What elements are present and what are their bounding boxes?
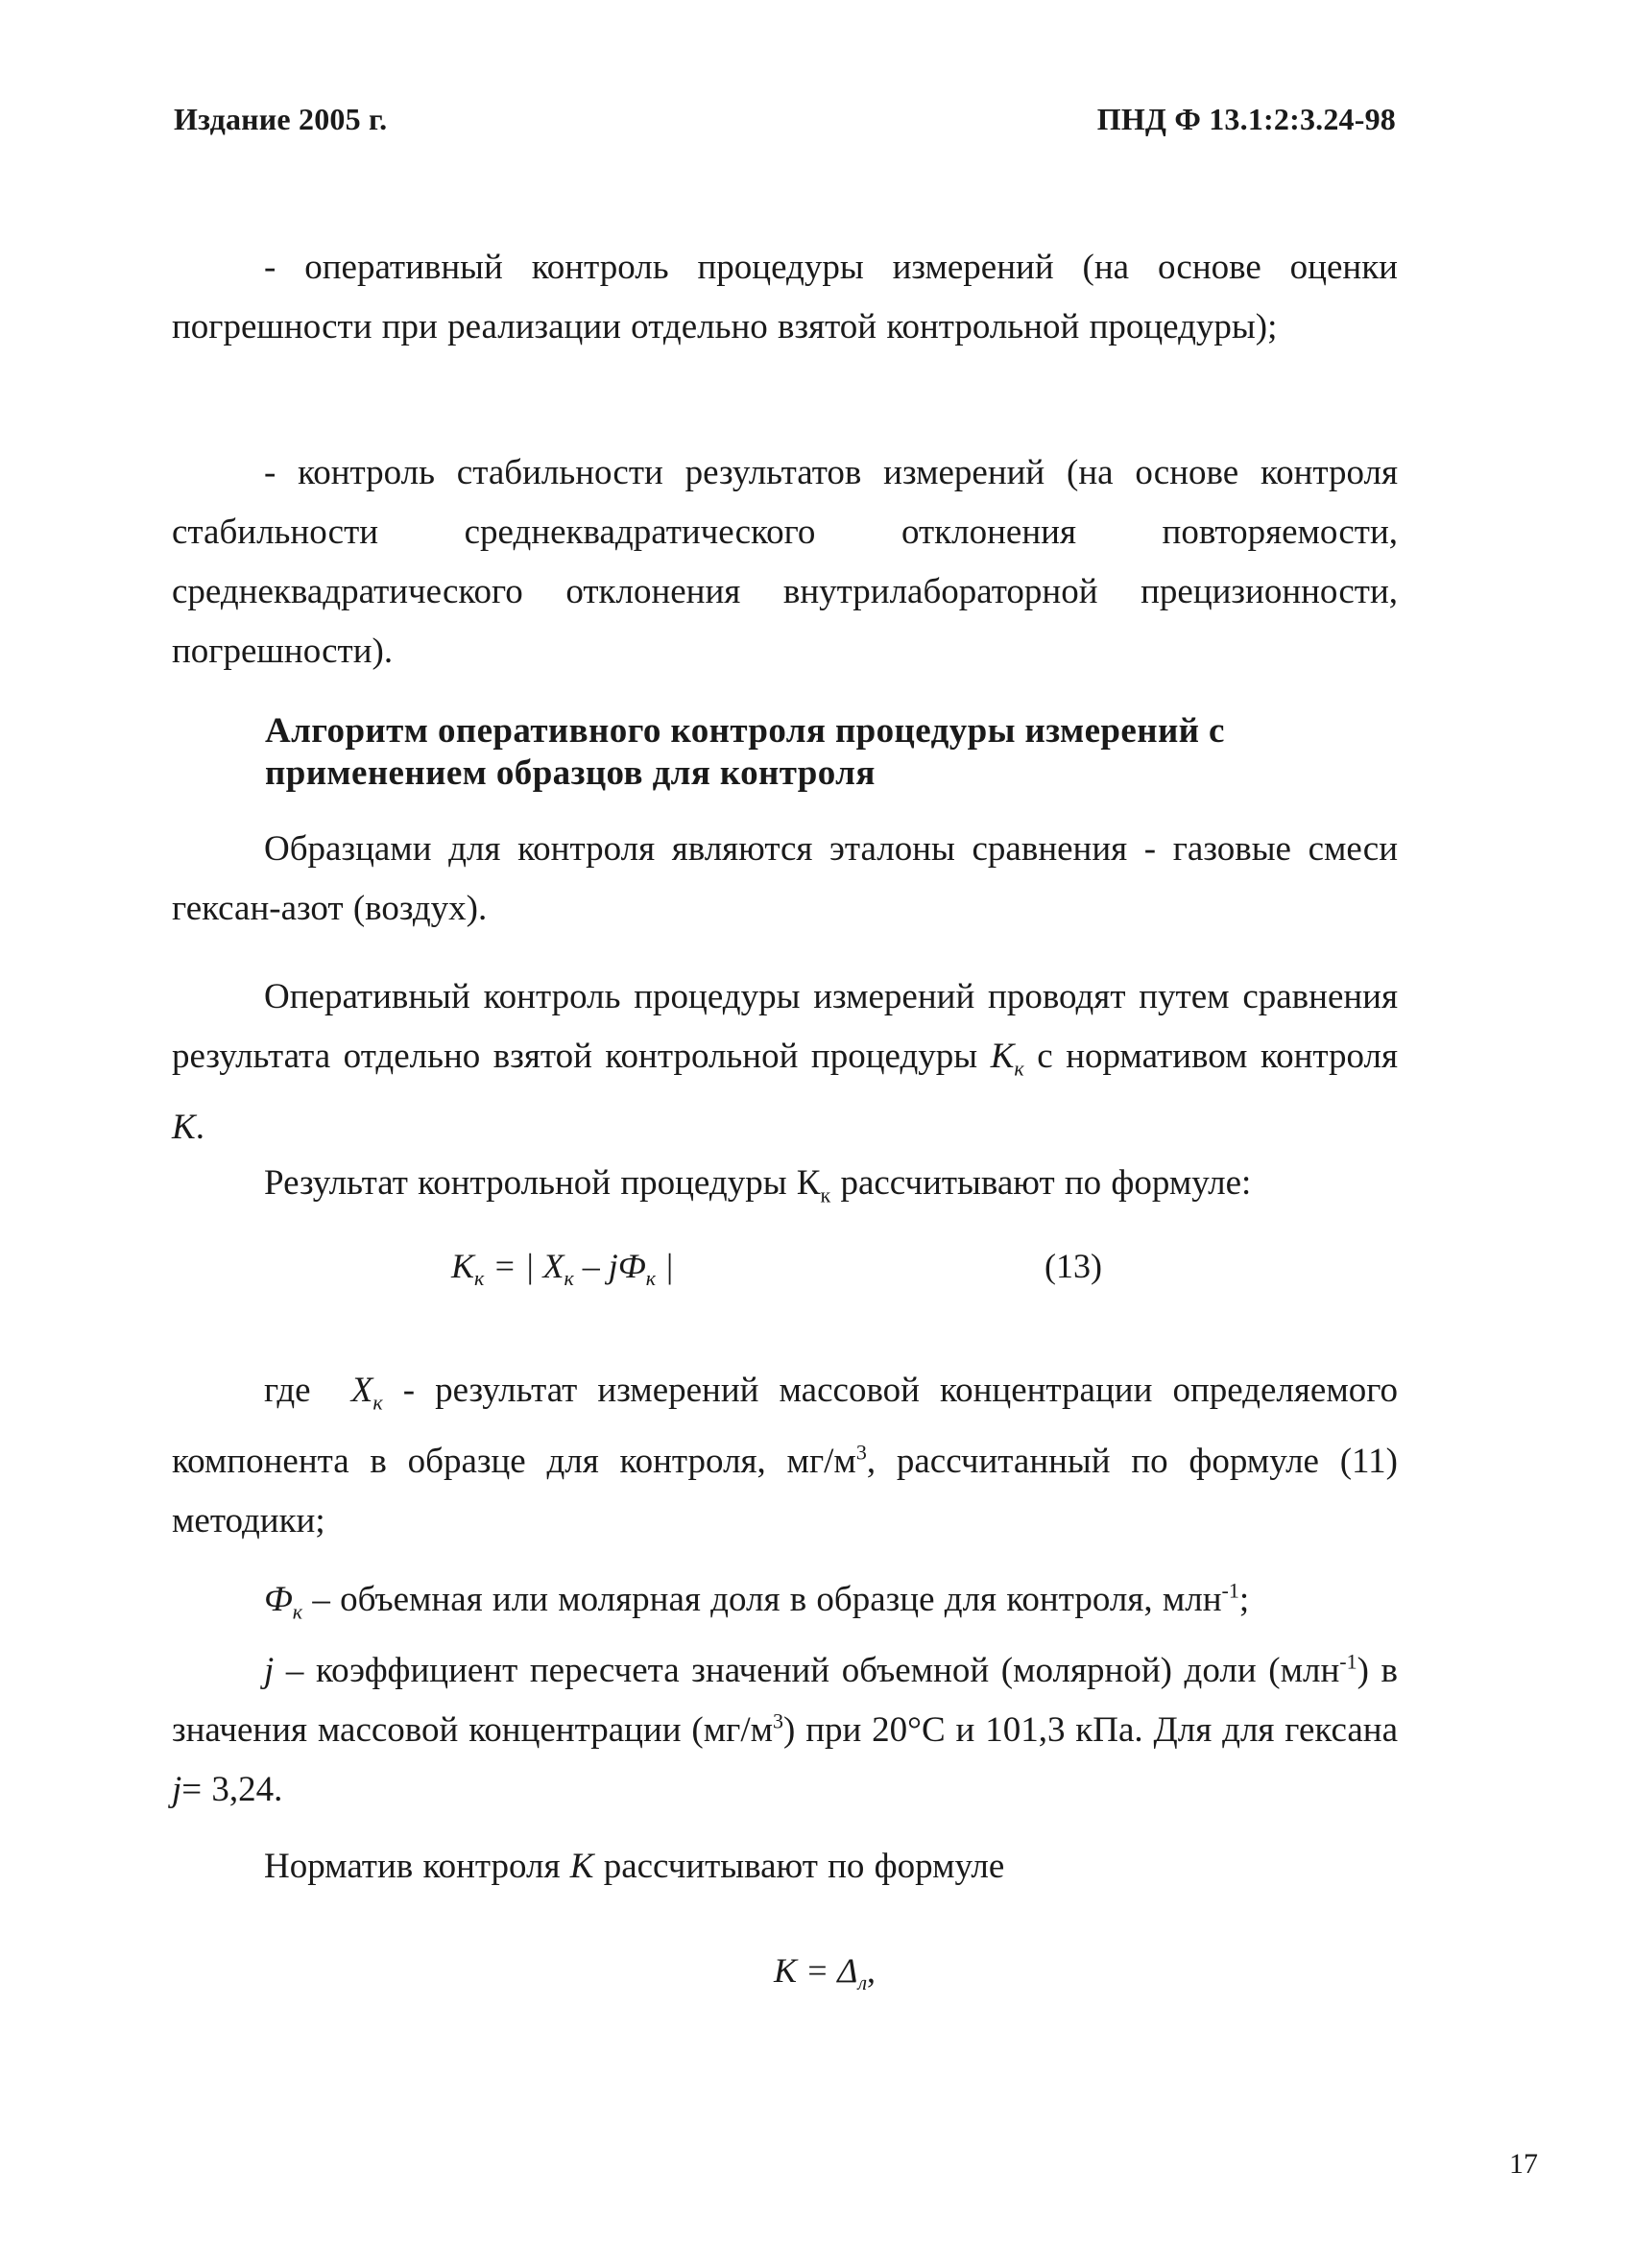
subscript: к xyxy=(1014,1056,1024,1081)
paragraph-text: – коэффициент пересчета значений объемной (молярной) доли (млн xyxy=(285,1651,1340,1690)
paragraph-text: , рассчитанный по формуле (11) методики; xyxy=(172,1442,1398,1541)
paragraph-text: Образцами для контроля являются эталоны сравнения - газовые смеси гексан-азот (воздух). xyxy=(172,829,1398,928)
paragraph-norm-intro xyxy=(172,1837,1398,1897)
equation-number: (13) xyxy=(1045,1247,1102,1285)
superscript: -1 xyxy=(1339,1649,1357,1674)
formula-symbol: K xyxy=(451,1247,475,1285)
formula-part: – jФ xyxy=(573,1247,646,1285)
formula-subscript: к xyxy=(645,1266,657,1291)
punctuation: , xyxy=(867,1951,877,1990)
paragraph-text: Оперативный контроль процедуры измерений проводят путем сравнения результата отдельно взятой контрольной процедуры xyxy=(172,977,1398,1076)
subscript: к xyxy=(292,1599,303,1624)
paragraph-text: – объемная или молярная доля в образце для контроля, млн xyxy=(312,1580,1222,1619)
paragraph-text: где xyxy=(264,1371,311,1410)
section-heading xyxy=(265,710,1398,795)
document-code: ПНД Ф 13.1:2:3.24-98 xyxy=(1096,102,1396,136)
punctuation: . xyxy=(195,1108,204,1148)
subscript: к xyxy=(372,1390,383,1415)
formula-part: = | X xyxy=(492,1247,564,1285)
paragraph-phi xyxy=(172,1570,1398,1641)
formula-part: K = Δ xyxy=(774,1951,858,1990)
paragraph-text: рассчитывают по формуле: xyxy=(840,1163,1252,1203)
paragraph-text: Норматив контроля xyxy=(264,1847,561,1886)
symbol-k: K xyxy=(172,1108,196,1148)
paragraph-text: - контроль стабильности результатов измерений (на основе контроля стабильности среднеквадратического отклонения повторяемости, среднеквадратического отклонения внутрилабораторной прецизионности, погрешности). xyxy=(172,453,1398,671)
paragraph-text: Результат контрольной процедуры К xyxy=(264,1163,821,1203)
superscript: 3 xyxy=(855,1441,867,1466)
formula-subscript: к xyxy=(474,1266,485,1291)
symbol-k: K xyxy=(990,1037,1015,1076)
paragraph-control-samples xyxy=(172,820,1398,939)
symbol-j: j xyxy=(264,1651,275,1690)
edition-label: Издание 2005 г. xyxy=(174,102,388,136)
paragraph-operational-control xyxy=(172,238,1398,357)
symbol-j: j xyxy=(172,1770,182,1809)
subscript: к xyxy=(820,1182,831,1207)
paragraph-text: ) в значения массовой концентрации (мг/м xyxy=(172,1651,1398,1750)
paragraph-stability-control xyxy=(172,443,1398,681)
formula-subscript: к xyxy=(564,1266,574,1291)
paragraph-text: с нормативом контроля xyxy=(1037,1037,1399,1076)
formula-norm xyxy=(774,1950,876,1995)
symbol-phi: Ф xyxy=(264,1580,293,1619)
symbol-x: X xyxy=(350,1371,373,1410)
heading-line: Алгоритм оперативного контроля процедуры измерений с xyxy=(265,711,1225,751)
paragraph-j-coefficient xyxy=(172,1641,1398,1820)
paragraph-text: ) при 20°С и 101,3 кПа. Для для гексана xyxy=(783,1710,1398,1750)
paragraph-result-formula-intro xyxy=(172,1154,1398,1225)
heading-line: применением образцов для контроля xyxy=(265,753,876,793)
paragraph-text: - результат измерений массовой концентрации определяемого компонента в образце для контроля, мг/м xyxy=(172,1371,1398,1482)
formula-subscript: л xyxy=(857,1970,868,1995)
paragraph-where-x xyxy=(172,1361,1398,1551)
formula-part: | xyxy=(656,1247,674,1285)
paragraph-text: - оперативный контроль процедуры измерений (на основе оценки погрешности при реализации отдельно взятой контрольной процедуры); xyxy=(172,248,1398,346)
symbol-k: K xyxy=(569,1847,594,1886)
paragraph-operational-method xyxy=(172,967,1398,1158)
paragraph-text: = 3,24. xyxy=(181,1770,283,1809)
page-number: 17 xyxy=(1509,2148,1538,2180)
punctuation: ; xyxy=(1238,1580,1250,1619)
formula-13 xyxy=(451,1246,674,1291)
superscript: 3 xyxy=(773,1708,784,1733)
paragraph-text: рассчитывают по формуле xyxy=(603,1847,1005,1886)
superscript: -1 xyxy=(1221,1578,1239,1603)
